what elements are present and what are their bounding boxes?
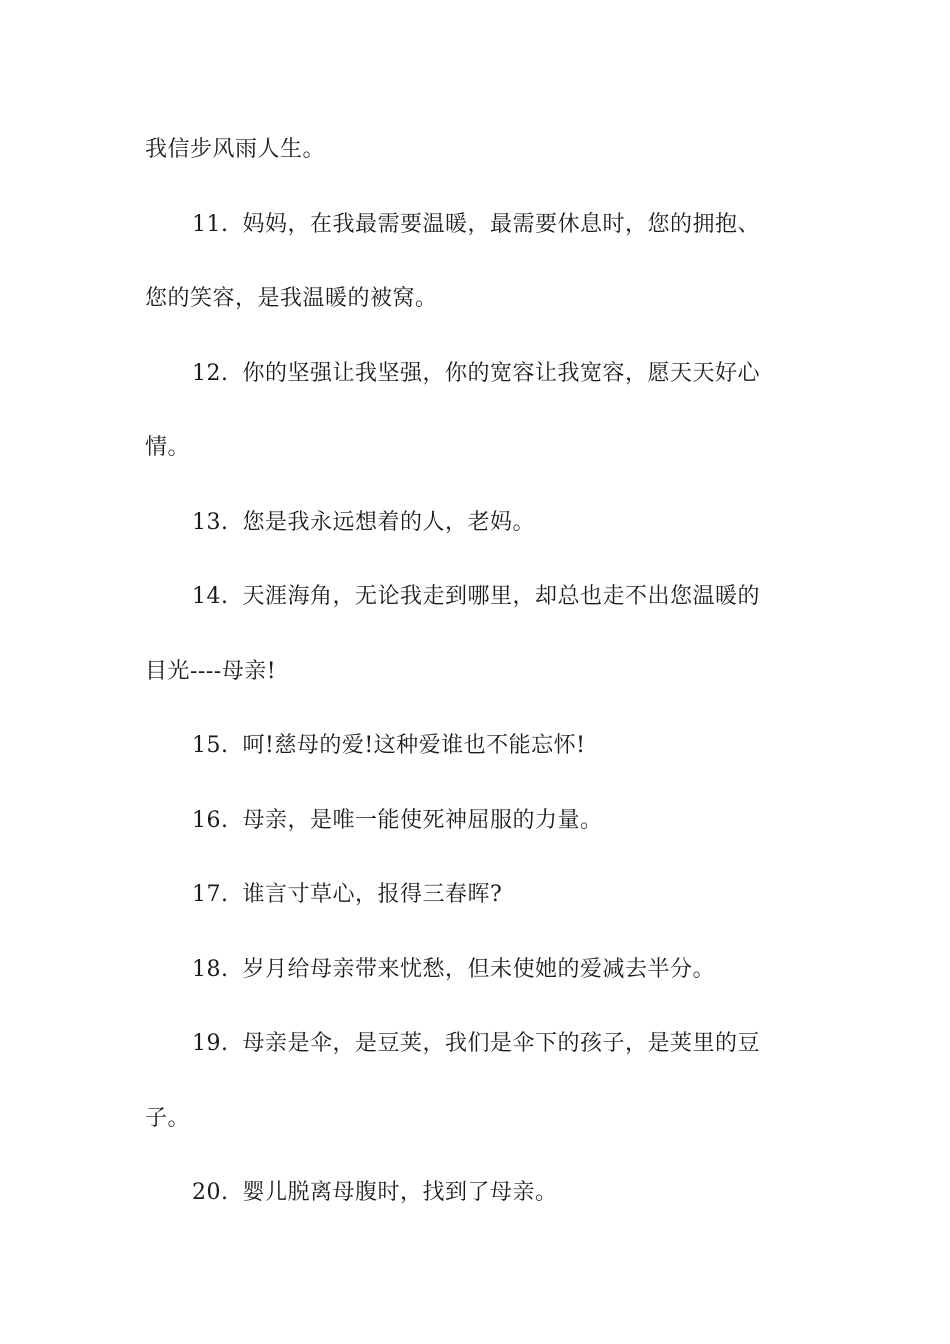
list-item-13 xyxy=(145,501,807,576)
list-item-12 xyxy=(145,352,807,427)
list-item-19 xyxy=(145,1022,807,1097)
item-number: 13. xyxy=(192,509,229,535)
text-line-1 xyxy=(145,128,807,203)
list-item-16 xyxy=(145,799,807,874)
item-text: 母亲是伞，是豆荚，我们是伞下的孩子，是荚里的豆 xyxy=(242,1031,761,1056)
line-text: 子。 xyxy=(145,1105,191,1131)
item-text: 岁月给母亲带来忧愁，但未使她的爱减去半分。 xyxy=(242,956,716,982)
item-text: 您是我永远想着的人，老妈。 xyxy=(242,509,536,535)
item-number: 11. xyxy=(192,211,229,237)
item-text: 母亲，是唯一能使死神屈服的力量。 xyxy=(242,807,603,833)
item-text: 你的坚强让我坚强，你的宽容让我宽容，愿天天好心 xyxy=(242,360,761,386)
text-line-continuation xyxy=(145,277,807,352)
item-text: 天涯海角，无论我走到哪里，却总也走不出您温暖的 xyxy=(242,584,761,609)
item-text: 婴儿脱离母腹时，找到了母亲。 xyxy=(242,1180,558,1205)
line-text: 目光----母亲! xyxy=(145,658,277,684)
list-item-18 xyxy=(145,948,807,1023)
text-line-continuation xyxy=(145,650,807,725)
list-item-20 xyxy=(145,1171,807,1246)
item-text: 呵!慈母的爱!这种爱谁也不能忘怀! xyxy=(242,733,586,758)
item-number: 16. xyxy=(192,807,229,833)
document-body xyxy=(145,128,807,1246)
list-item-15 xyxy=(145,724,807,799)
text-line-continuation xyxy=(145,426,807,501)
line-text: 您的笑容，是我温暖的被窝。 xyxy=(145,286,438,311)
text-line-continuation xyxy=(145,1097,807,1172)
item-number: 14. xyxy=(192,584,229,609)
item-text: 妈妈，在我最需要温暖，最需要休息时，您的拥抱、 xyxy=(242,211,761,237)
item-text: 谁言寸草心，报得三春晖? xyxy=(242,882,503,907)
list-item-17 xyxy=(145,873,807,948)
line-text: 情。 xyxy=(145,435,191,460)
item-number: 19. xyxy=(192,1031,229,1056)
line-text: 我信步风雨人生。 xyxy=(145,137,326,162)
item-number: 17. xyxy=(192,882,229,907)
item-number: 20. xyxy=(192,1180,229,1205)
item-number: 18. xyxy=(192,956,229,982)
item-number: 15. xyxy=(192,733,229,758)
list-item-14 xyxy=(145,575,807,650)
list-item-11 xyxy=(145,203,807,278)
item-number: 12. xyxy=(192,360,229,386)
